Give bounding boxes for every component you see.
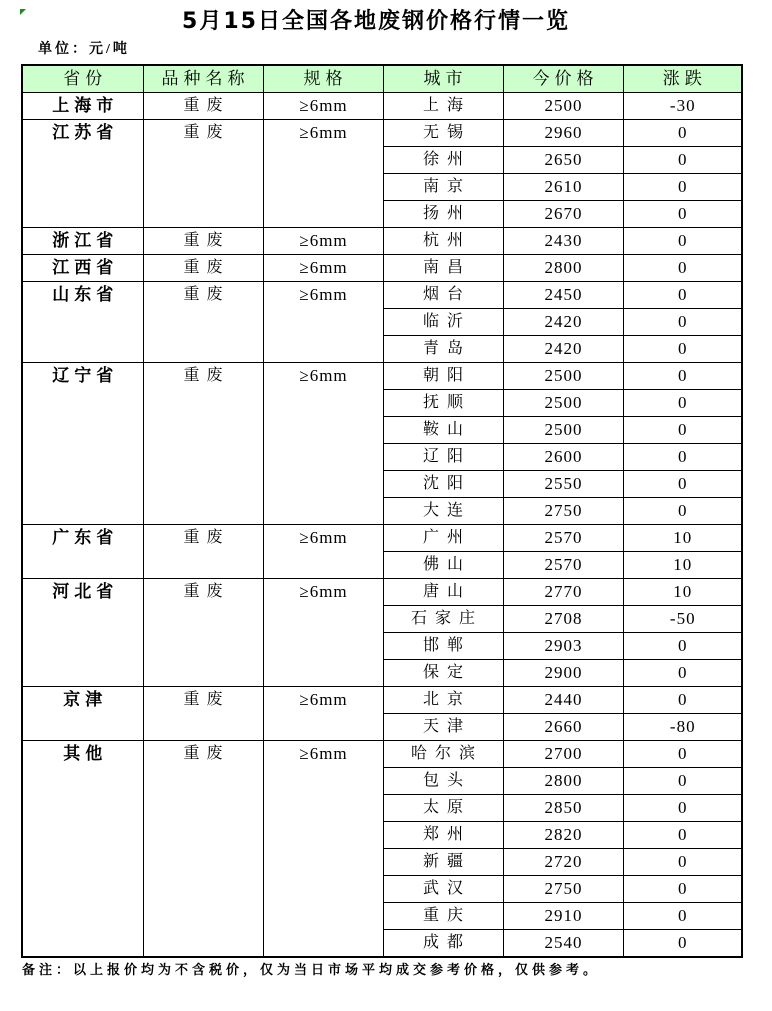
city-cell: 天津 <box>383 714 503 741</box>
price-cell: 2960 <box>503 120 623 147</box>
spec-cell: ≥6mm <box>263 363 383 525</box>
price-cell: 2600 <box>503 444 623 471</box>
header-spec: 规格 <box>263 65 383 93</box>
city-cell: 新疆 <box>383 849 503 876</box>
spec-cell: ≥6mm <box>263 687 383 741</box>
province-cell: 山东省 <box>22 282 143 363</box>
variety-cell: 重废 <box>143 255 263 282</box>
price-cell: 2420 <box>503 336 623 363</box>
table-row <box>22 93 742 120</box>
change-cell: 10 <box>623 552 742 579</box>
province-cell: 浙江省 <box>22 228 143 255</box>
change-cell: 0 <box>623 174 742 201</box>
change-cell: 0 <box>623 417 742 444</box>
change-cell: -30 <box>623 93 742 120</box>
change-cell: 0 <box>623 633 742 660</box>
city-cell: 沈阳 <box>383 471 503 498</box>
price-cell: 2820 <box>503 822 623 849</box>
price-table <box>21 64 743 958</box>
province-cell: 河北省 <box>22 579 143 687</box>
price-cell: 2420 <box>503 309 623 336</box>
price-cell: 2440 <box>503 687 623 714</box>
change-cell: -50 <box>623 606 742 633</box>
header-change: 涨跌 <box>623 65 742 93</box>
price-cell: 2650 <box>503 147 623 174</box>
city-cell: 青岛 <box>383 336 503 363</box>
footnote: 备注：以上报价均为不含税价，仅为当日市场平均成交参考价格，仅供参考。 <box>22 962 601 977</box>
price-cell: 2670 <box>503 201 623 228</box>
price-cell: 2800 <box>503 255 623 282</box>
change-cell: 0 <box>623 390 742 417</box>
price-cell: 2540 <box>503 930 623 958</box>
spec-cell: ≥6mm <box>263 120 383 228</box>
price-cell: 2500 <box>503 93 623 120</box>
province-cell: 广东省 <box>22 525 143 579</box>
variety-cell: 重废 <box>143 228 263 255</box>
change-cell: 0 <box>623 849 742 876</box>
city-cell: 哈尔滨 <box>383 741 503 768</box>
province-cell: 江西省 <box>22 255 143 282</box>
price-cell: 2450 <box>503 282 623 309</box>
change-cell: 0 <box>623 228 742 255</box>
city-cell: 包头 <box>383 768 503 795</box>
price-cell: 2700 <box>503 741 623 768</box>
header-province: 省份 <box>22 65 143 93</box>
change-cell: 0 <box>623 741 742 768</box>
variety-cell: 重废 <box>143 579 263 687</box>
price-cell: 2900 <box>503 660 623 687</box>
city-cell: 邯郸 <box>383 633 503 660</box>
price-cell: 2903 <box>503 633 623 660</box>
table-row <box>22 228 742 255</box>
change-cell: 0 <box>623 687 742 714</box>
change-cell: 0 <box>623 822 742 849</box>
city-cell: 徐州 <box>383 147 503 174</box>
change-cell: 0 <box>623 660 742 687</box>
city-cell: 佛山 <box>383 552 503 579</box>
variety-cell: 重废 <box>143 282 263 363</box>
header-price: 今价格 <box>503 65 623 93</box>
price-cell: 2720 <box>503 849 623 876</box>
province-cell: 江苏省 <box>22 120 143 228</box>
city-cell: 抚顺 <box>383 390 503 417</box>
province-cell: 上海市 <box>22 93 143 120</box>
city-cell: 保定 <box>383 660 503 687</box>
variety-cell: 重废 <box>143 687 263 741</box>
city-cell: 临沂 <box>383 309 503 336</box>
city-cell: 上海 <box>383 93 503 120</box>
variety-cell: 重废 <box>143 741 263 958</box>
city-cell: 太原 <box>383 795 503 822</box>
city-cell: 烟台 <box>383 282 503 309</box>
city-cell: 成都 <box>383 930 503 958</box>
price-cell: 2500 <box>503 363 623 390</box>
city-cell: 无锡 <box>383 120 503 147</box>
city-cell: 唐山 <box>383 579 503 606</box>
change-cell: 0 <box>623 498 742 525</box>
city-cell: 鞍山 <box>383 417 503 444</box>
city-cell: 朝阳 <box>383 363 503 390</box>
change-cell: 0 <box>623 282 742 309</box>
city-cell: 大连 <box>383 498 503 525</box>
city-cell: 郑州 <box>383 822 503 849</box>
spec-cell: ≥6mm <box>263 741 383 958</box>
change-cell: 0 <box>623 930 742 958</box>
spec-cell: ≥6mm <box>263 525 383 579</box>
price-cell: 2750 <box>503 876 623 903</box>
change-cell: -80 <box>623 714 742 741</box>
change-cell: 0 <box>623 876 742 903</box>
price-cell: 2750 <box>503 498 623 525</box>
city-cell: 辽阳 <box>383 444 503 471</box>
spec-cell: ≥6mm <box>263 282 383 363</box>
price-cell: 2430 <box>503 228 623 255</box>
change-cell: 0 <box>623 363 742 390</box>
price-cell: 2550 <box>503 471 623 498</box>
variety-cell: 重废 <box>143 525 263 579</box>
change-cell: 10 <box>623 525 742 552</box>
province-cell: 其他 <box>22 741 143 958</box>
city-cell: 重庆 <box>383 903 503 930</box>
table-row <box>22 363 742 390</box>
header-variety: 品种名称 <box>143 65 263 93</box>
spec-cell: ≥6mm <box>263 93 383 120</box>
change-cell: 0 <box>623 903 742 930</box>
city-cell: 杭州 <box>383 228 503 255</box>
table-body <box>22 93 742 958</box>
province-cell: 辽宁省 <box>22 363 143 525</box>
table-row <box>22 120 742 147</box>
price-cell: 2570 <box>503 525 623 552</box>
change-cell: 0 <box>623 309 742 336</box>
price-cell: 2850 <box>503 795 623 822</box>
variety-cell: 重废 <box>143 120 263 228</box>
page-title: 5月15日全国各地废钢价格行情一览 <box>182 9 570 34</box>
change-cell: 0 <box>623 795 742 822</box>
price-cell: 2660 <box>503 714 623 741</box>
city-cell: 南昌 <box>383 255 503 282</box>
price-cell: 2708 <box>503 606 623 633</box>
unit-label: 单位：元/吨 <box>38 42 130 57</box>
price-cell: 2500 <box>503 390 623 417</box>
change-cell: 0 <box>623 336 742 363</box>
change-cell: 0 <box>623 471 742 498</box>
table-row <box>22 687 742 714</box>
province-cell: 京津 <box>22 687 143 741</box>
spec-cell: ≥6mm <box>263 255 383 282</box>
change-cell: 0 <box>623 768 742 795</box>
city-cell: 石家庄 <box>383 606 503 633</box>
variety-cell: 重废 <box>143 93 263 120</box>
city-cell: 武汉 <box>383 876 503 903</box>
header-row <box>22 65 742 93</box>
price-cell: 2910 <box>503 903 623 930</box>
change-cell: 0 <box>623 255 742 282</box>
price-cell: 2800 <box>503 768 623 795</box>
table-row <box>22 525 742 552</box>
variety-cell: 重废 <box>143 363 263 525</box>
change-cell: 0 <box>623 444 742 471</box>
city-cell: 扬州 <box>383 201 503 228</box>
change-cell: 0 <box>623 147 742 174</box>
price-cell: 2500 <box>503 417 623 444</box>
header-city: 城市 <box>383 65 503 93</box>
change-cell: 0 <box>623 120 742 147</box>
change-cell: 10 <box>623 579 742 606</box>
price-cell: 2770 <box>503 579 623 606</box>
spec-cell: ≥6mm <box>263 228 383 255</box>
change-cell: 0 <box>623 201 742 228</box>
table-row <box>22 579 742 606</box>
price-cell: 2570 <box>503 552 623 579</box>
spec-cell: ≥6mm <box>263 579 383 687</box>
table-row <box>22 741 742 768</box>
table-row <box>22 255 742 282</box>
table-row <box>22 282 742 309</box>
city-cell: 北京 <box>383 687 503 714</box>
price-cell: 2610 <box>503 174 623 201</box>
city-cell: 广州 <box>383 525 503 552</box>
city-cell: 南京 <box>383 174 503 201</box>
